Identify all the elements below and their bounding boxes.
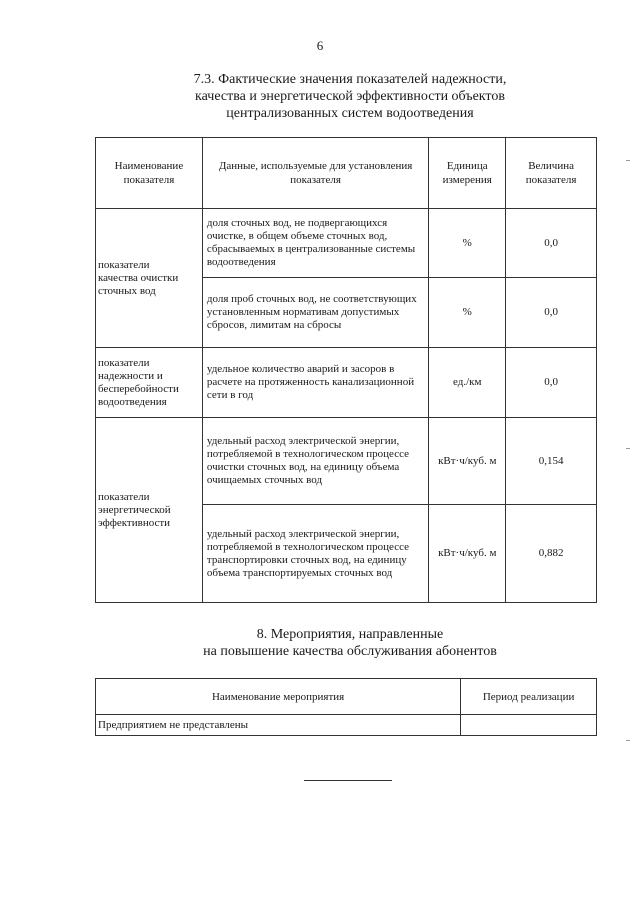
- row-value: 0,154: [506, 418, 597, 505]
- group-quality: показатели качества очистки сточных вод: [96, 209, 203, 348]
- header-value: Величина показателя: [506, 138, 597, 209]
- row-unit: ед./км: [429, 348, 506, 418]
- measure-cell: Предприятием не представлены: [96, 715, 461, 736]
- page-number: 6: [316, 38, 324, 53]
- scan-mark: [626, 740, 630, 741]
- header-measure: Наименование мероприятия: [96, 679, 461, 715]
- section-8-title-line: 8. Мероприятия, направленные: [256, 627, 444, 642]
- row-unit: кВт·ч/куб. м: [429, 505, 506, 603]
- header-unit: Единица измерения: [429, 138, 506, 209]
- table-row: [96, 348, 597, 418]
- section-7-3-title-line: качества и энергетической эффективности объектов: [195, 89, 505, 104]
- section-8-title: [60, 626, 640, 660]
- row-data: удельный расход электрической энергии, потребляемой в технологическом процессе транспортировки сточных вод, на единицу объема транспортируемых сточных вод: [202, 505, 428, 603]
- section-7-3-title-line: централизованных систем водоотведения: [226, 106, 474, 121]
- row-unit: %: [429, 278, 506, 348]
- measures-table: [95, 678, 597, 736]
- scan-mark: [626, 160, 630, 161]
- row-value: 0,0: [506, 348, 597, 418]
- row-unit: кВт·ч/куб. м: [429, 418, 506, 505]
- period-cell: [461, 715, 597, 736]
- header-data: Данные, используемые для установления показателя: [202, 138, 428, 209]
- table-row: [96, 418, 597, 505]
- header-indicator: Наименование показателя: [96, 138, 203, 209]
- header-period: Период реализации: [461, 679, 597, 715]
- row-data: доля проб сточных вод, не соответствующих установленным нормативам допустимых сбросов, лимитам на сбросы: [202, 278, 428, 348]
- section-7-3-title-line: 7.3. Фактические значения показателей надежности,: [193, 72, 507, 87]
- row-unit: %: [429, 209, 506, 278]
- table-row: [96, 209, 597, 278]
- table-row: [96, 715, 597, 736]
- section-8-title-line: на повышение качества обслуживания абонентов: [203, 644, 497, 659]
- row-data: доля сточных вод, не подвергающихся очистке, в общем объеме сточных вод, сбрасываемых в централизованные системы водоотведения: [202, 209, 428, 278]
- end-rule: [304, 780, 392, 781]
- row-value: 0,0: [506, 278, 597, 348]
- row-value: 0,0: [506, 209, 597, 278]
- section-7-3-title: [60, 71, 640, 122]
- row-data: удельное количество аварий и засоров в расчете на протяженность канализационной сети в год: [202, 348, 428, 418]
- indicators-table: [95, 137, 597, 603]
- indicators-header-row: [96, 138, 597, 209]
- group-reliability: показатели надежности и бесперебойности водоотведения: [96, 348, 203, 418]
- scan-mark: [626, 448, 630, 449]
- measures-header-row: [96, 679, 597, 715]
- row-value: 0,882: [506, 505, 597, 603]
- row-data: удельный расход электрической энергии, потребляемой в технологическом процессе очистки сточных вод, на единицу объема очищаемых сточных вод: [202, 418, 428, 505]
- group-energy: показатели энергетической эффективности: [96, 418, 203, 603]
